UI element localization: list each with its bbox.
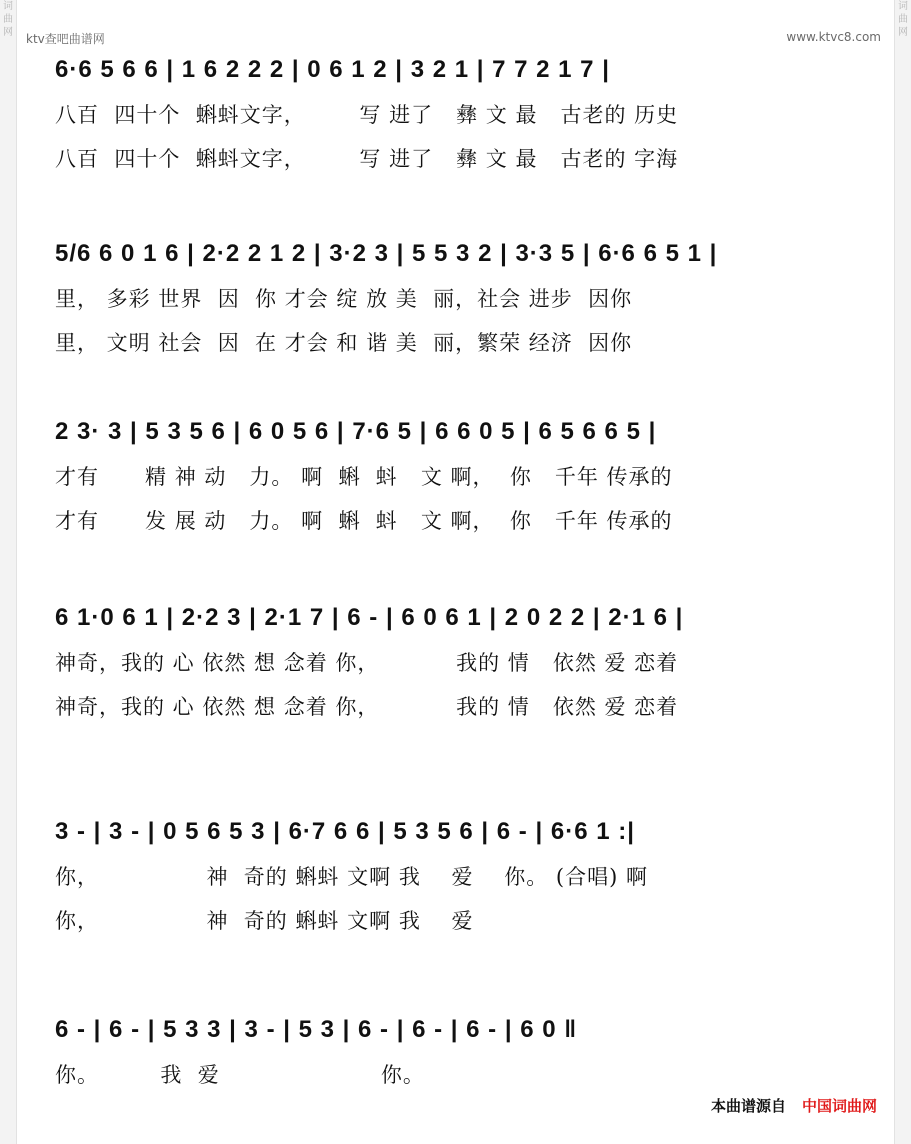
notation-line: 3 - | 3 - | 0 5 6 5 3 | 6·7 6 6 | 5 3 5 6 | 6 - | 6·6 1 :| [55, 818, 635, 845]
lyric-verse-1: 才有 精 神 动 力。 啊 蝌 蚪 文 啊， 你 千年 传承的 [55, 465, 673, 489]
lyric-verse-2: 八百 四十个 蝌蚪文字， 写 进了 彝 文 最 古老的 字海 [55, 147, 679, 171]
lyric-verse-2: 神奇，我的 心 依然 想 念着 你， 我的 情 依然 爱 恋着 [55, 695, 679, 719]
site-watermark-left: ktv查吧曲谱网 [26, 32, 105, 46]
lyric-verse-1: 里， 多彩 世界 因 你 才会 绽 放 美 丽，社会 进步 因你 [55, 287, 633, 311]
source-brand: 中国词曲网 [801, 1097, 877, 1115]
source-footer [711, 1095, 877, 1116]
left-watermark-strip: 词 曲 网 [0, 0, 17, 1144]
score-system-3 [55, 410, 855, 542]
lyric-verse-2: 才有 发 展 动 力。 啊 蝌 蚪 文 啊， 你 千年 传承的 [55, 509, 673, 533]
score-system-5 [55, 810, 855, 942]
source-label: 本曲谱源自 [710, 1097, 786, 1115]
lyric-verse-2: 里， 文明 社会 因 在 才会 和 谐 美 丽，繁荣 经济 因你 [55, 331, 633, 355]
site-watermark-right: www.ktvc8.com [786, 30, 881, 44]
lyric-verse-2: 你， 神 奇的 蝌蚪 文啊 我 爱 [55, 909, 474, 933]
lyric-verse-1: 神奇，我的 心 依然 想 念着 你， 我的 情 依然 爱 恋着 [55, 651, 679, 675]
notation-line: 6·6 5 6 6 | 1 6 2 2 2 | 0 6 1 2 | 3 2 1 | 7 7 2 1 7 | [55, 56, 610, 83]
score-system-1 [55, 48, 855, 180]
lyric-verse-1: 你。 我 爱 你。 [55, 1063, 425, 1087]
notation-line: 6 1·0 6 1 | 2·2 3 | 2·1 7 | 6 - | 6 0 6 1 | 2 0 2 2 | 2·1 6 | [55, 604, 684, 631]
notation-line: 6 - | 6 - | 5 3 3 | 3 - | 5 3 | 6 - | 6 - | 6 - | 6 0 ‖ [55, 1016, 578, 1043]
notation-line: 2 3· 3 | 5 3 5 6 | 6 0 5 6 | 7·6 5 | 6 6 0 5 | 6 5 6 6 5 | [55, 418, 657, 445]
lyric-verse-1: 八百 四十个 蝌蚪文字， 写 进了 彝 文 最 古老的 历史 [55, 103, 679, 127]
notation-line: 5/6 6 0 1 6 | 2·2 2 1 2 | 3·2 3 | 5 5 3 2 | 3·3 5 | 6·6 6 5 1 | [55, 240, 718, 267]
lyric-verse-1: 你， 神 奇的 蝌蚪 文啊 我 爱 你。 (合唱) 啊 [55, 865, 648, 889]
score-system-2 [55, 232, 855, 364]
right-watermark-strip: 词 曲 网 [894, 0, 911, 1144]
score-system-4 [55, 596, 855, 728]
score-system-6 [55, 1008, 855, 1096]
